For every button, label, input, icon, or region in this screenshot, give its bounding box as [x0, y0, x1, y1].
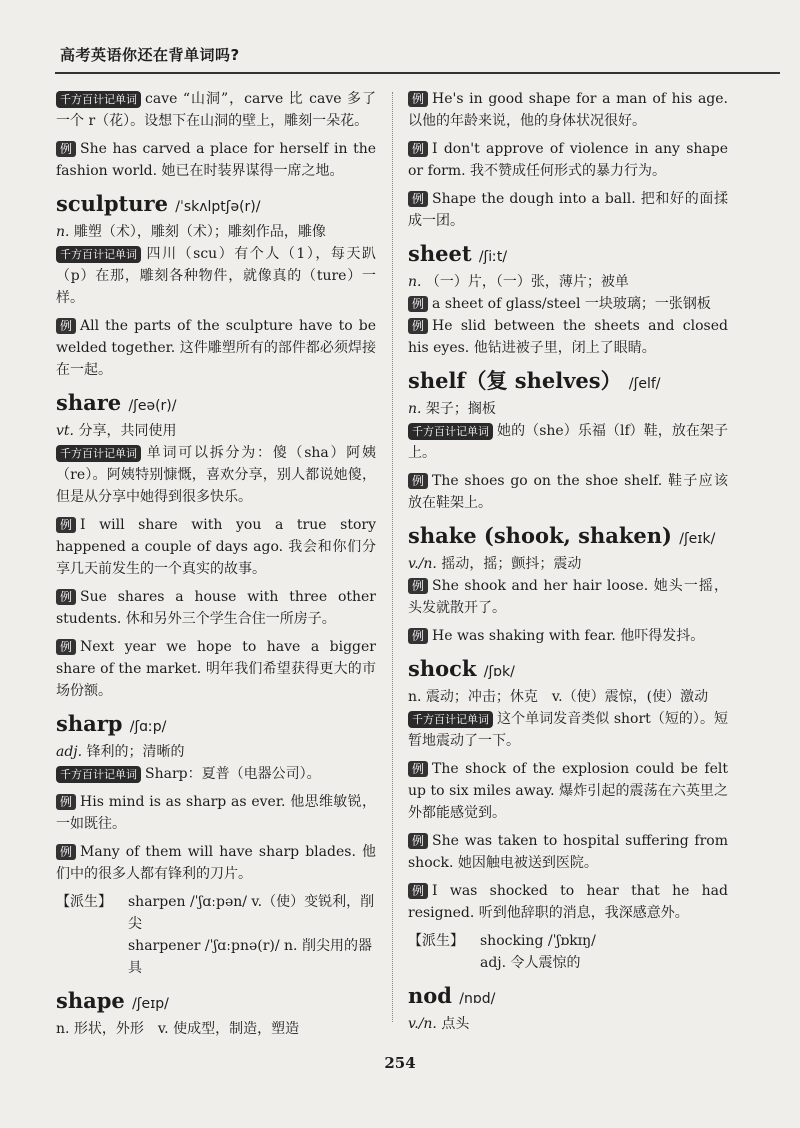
- example-badge: 例: [408, 296, 428, 312]
- headword-sheet: sheet /ʃiːt/: [408, 241, 508, 266]
- example-sentence: 例 Many of them will have sharp blades. 他们中的很多人都有锋利的刀片。: [56, 844, 376, 882]
- example-badge: 例: [408, 578, 428, 594]
- tip-badge: 千方百计记单词: [56, 91, 141, 108]
- entry-tip: 千方百计记单词 单词可以拆分为：傻（sha）阿姨（re）。阿姨特别慷慨，喜欢分享，别人都说她傻，但是从分享中她得到很多快乐。: [56, 445, 376, 505]
- example-badge: 例: [56, 794, 76, 810]
- example-badge: 例: [408, 833, 428, 849]
- headword-nod: nod /nɒd/: [408, 983, 496, 1008]
- example-badge: 例: [56, 318, 76, 334]
- entry-tip: 千方百计记单词 cave “山洞”，carve 比 cave 多了一个 r（花）。设想下在山洞的壁上，雕刻一朵花。: [56, 91, 376, 129]
- definition: n. 形状，外形 v. 使成型，制造，塑造: [56, 1021, 300, 1037]
- example-sentence: 例 I will share with you a true story happened a couple of days ago. 我会和你们分享几天前发生的一个真实的故事。: [56, 517, 376, 577]
- left-column: [56, 88, 376, 1040]
- tip-badge: 千方百计记单词: [56, 766, 141, 783]
- example-sentence: 例 I don't approve of violence in any shape or form. 我不赞成任何形式的暴力行为。: [408, 141, 728, 179]
- tip-badge: 千方百计记单词: [56, 445, 141, 462]
- example-sentence: 例 She has carved a place for herself in the fashion world. 她已在时装界谋得一席之地。: [56, 141, 376, 179]
- headword-shelf: shelf（复 shelves） /ʃelf/: [408, 368, 661, 393]
- example-sentence: 例 He's in good shape for a man of his age. 以他的年龄来说，他的身体状况很好。: [408, 91, 728, 129]
- example-sentence: 例 Shape the dough into a ball. 把和好的面揉成一团。: [408, 191, 728, 229]
- derivative-label: 【派生】: [408, 933, 464, 949]
- headword-share: share /ʃeə(r)/: [56, 390, 177, 415]
- example-sentence: 例 The shock of the explosion could be felt up to six miles away. 爆炸引起的震荡在六英里之外都能感觉到。: [408, 761, 728, 821]
- header-rule: [55, 72, 780, 74]
- example-badge: 例: [408, 473, 428, 489]
- example-badge: 例: [408, 191, 428, 207]
- headword-shape: shape /ʃeɪp/: [56, 988, 169, 1013]
- example-badge: 例: [56, 589, 76, 605]
- example-badge: 例: [56, 844, 76, 860]
- headword-shake: shake (shook, shaken) /ʃeɪk/: [408, 523, 716, 548]
- example-badge: 例: [56, 517, 76, 533]
- derivative-definition: adj. 令人震惊的: [480, 955, 581, 971]
- derivative-word: sharpener /ˈʃɑːpnə(r)/ n. 削尖用的器具: [128, 938, 372, 976]
- definition: n. （一）片，（一）张，薄片；被单: [408, 274, 629, 290]
- example-sentence: 例 a sheet of glass/steel 一块玻璃；一张钢板: [408, 293, 728, 315]
- page-number: 254: [384, 1054, 416, 1072]
- example-sentence: 例 I was shocked to hear that he had resigned. 听到他辞职的消息，我深感意外。: [408, 883, 728, 921]
- definition: n. 架子；搁板: [408, 401, 496, 417]
- example-badge: 例: [408, 318, 428, 334]
- example-sentence: 例 All the parts of the sculpture have to be welded together. 这件雕塑所有的部件都必须焊接在一起。: [56, 318, 376, 378]
- definition: vt. 分享，共同使用: [56, 423, 177, 439]
- derivative-block: [56, 891, 376, 979]
- headword-sharp: sharp /ʃɑːp/: [56, 711, 167, 736]
- entry-tip: 千方百计记单词 Sharp：夏普（电器公司）。: [56, 763, 376, 785]
- tip-badge: 千方百计记单词: [56, 246, 141, 263]
- example-sentence: 例 The shoes go on the shoe shelf. 鞋子应该放在鞋架上。: [408, 473, 728, 511]
- example-badge: 例: [408, 91, 428, 107]
- example-badge: 例: [408, 883, 428, 899]
- example-sentence: 例 Sue shares a house with three other students. 休和另外三个学生合住一所房子。: [56, 589, 376, 627]
- derivative-word: sharpen /ˈʃɑːpən/ v.（使）变锐利，削尖: [128, 894, 375, 932]
- column-divider: [392, 92, 393, 1022]
- definition: n. 雕塑（术），雕刻（术）；雕刻作品，雕像: [56, 224, 326, 240]
- headword-sculpture: sculpture /ˈskʌlptʃə(r)/: [56, 191, 261, 216]
- right-column: [408, 88, 728, 1035]
- entry-tip: 千方百计记单词 这个单词发音类似 short（短的）。短暂地震动了一下。: [408, 711, 728, 749]
- derivative-label: 【派生】: [56, 894, 112, 910]
- headword-shock: shock /ʃɒk/: [408, 656, 515, 681]
- definition: v./n. 点头: [408, 1016, 470, 1032]
- example-sentence: 例 Next year we hope to have a bigger share of the market. 明年我们希望获得更大的市场份额。: [56, 639, 376, 699]
- example-badge: 例: [408, 761, 428, 777]
- derivative-block: [408, 930, 728, 974]
- entry-tip: 千方百计记单词 四川（scu）有个人（1），每天趴（p）在那，雕刻各种物件，就像真的（ture）一样。: [56, 246, 376, 306]
- page-header: 高考英语你还在背单词吗?: [60, 46, 240, 64]
- example-sentence: 例 He was shaking with fear. 他吓得发抖。: [408, 625, 728, 647]
- entry-tip: 千方百计记单词 她的（she）乐福（lf）鞋，放在架子上。: [408, 423, 728, 461]
- definition: adj. 锋利的；清晰的: [56, 744, 185, 760]
- definition: n. 震动；冲击；休克 v.（使）震惊，(使）激动: [408, 689, 709, 705]
- example-badge: 例: [56, 141, 76, 157]
- tip-badge: 千方百计记单词: [408, 423, 493, 440]
- derivative-word: shocking /ˈʃɒkɪŋ/: [480, 933, 596, 949]
- example-sentence: 例 He slid between the sheets and closed his eyes. 他钻进被子里，闭上了眼睛。: [408, 318, 728, 356]
- example-sentence: 例 She was taken to hospital suffering from shock. 她因触电被送到医院。: [408, 833, 728, 871]
- example-sentence: 例 His mind is as sharp as ever. 他思维敏锐，一如既往。: [56, 794, 376, 832]
- example-badge: 例: [408, 628, 428, 644]
- example-badge: 例: [408, 141, 428, 157]
- example-sentence: 例 She shook and her hair loose. 她头一摇，头发就散开了。: [408, 578, 728, 616]
- example-badge: 例: [56, 639, 76, 655]
- definition: v./n. 摇动，摇；颤抖；震动: [408, 556, 582, 572]
- tip-badge: 千方百计记单词: [408, 711, 493, 728]
